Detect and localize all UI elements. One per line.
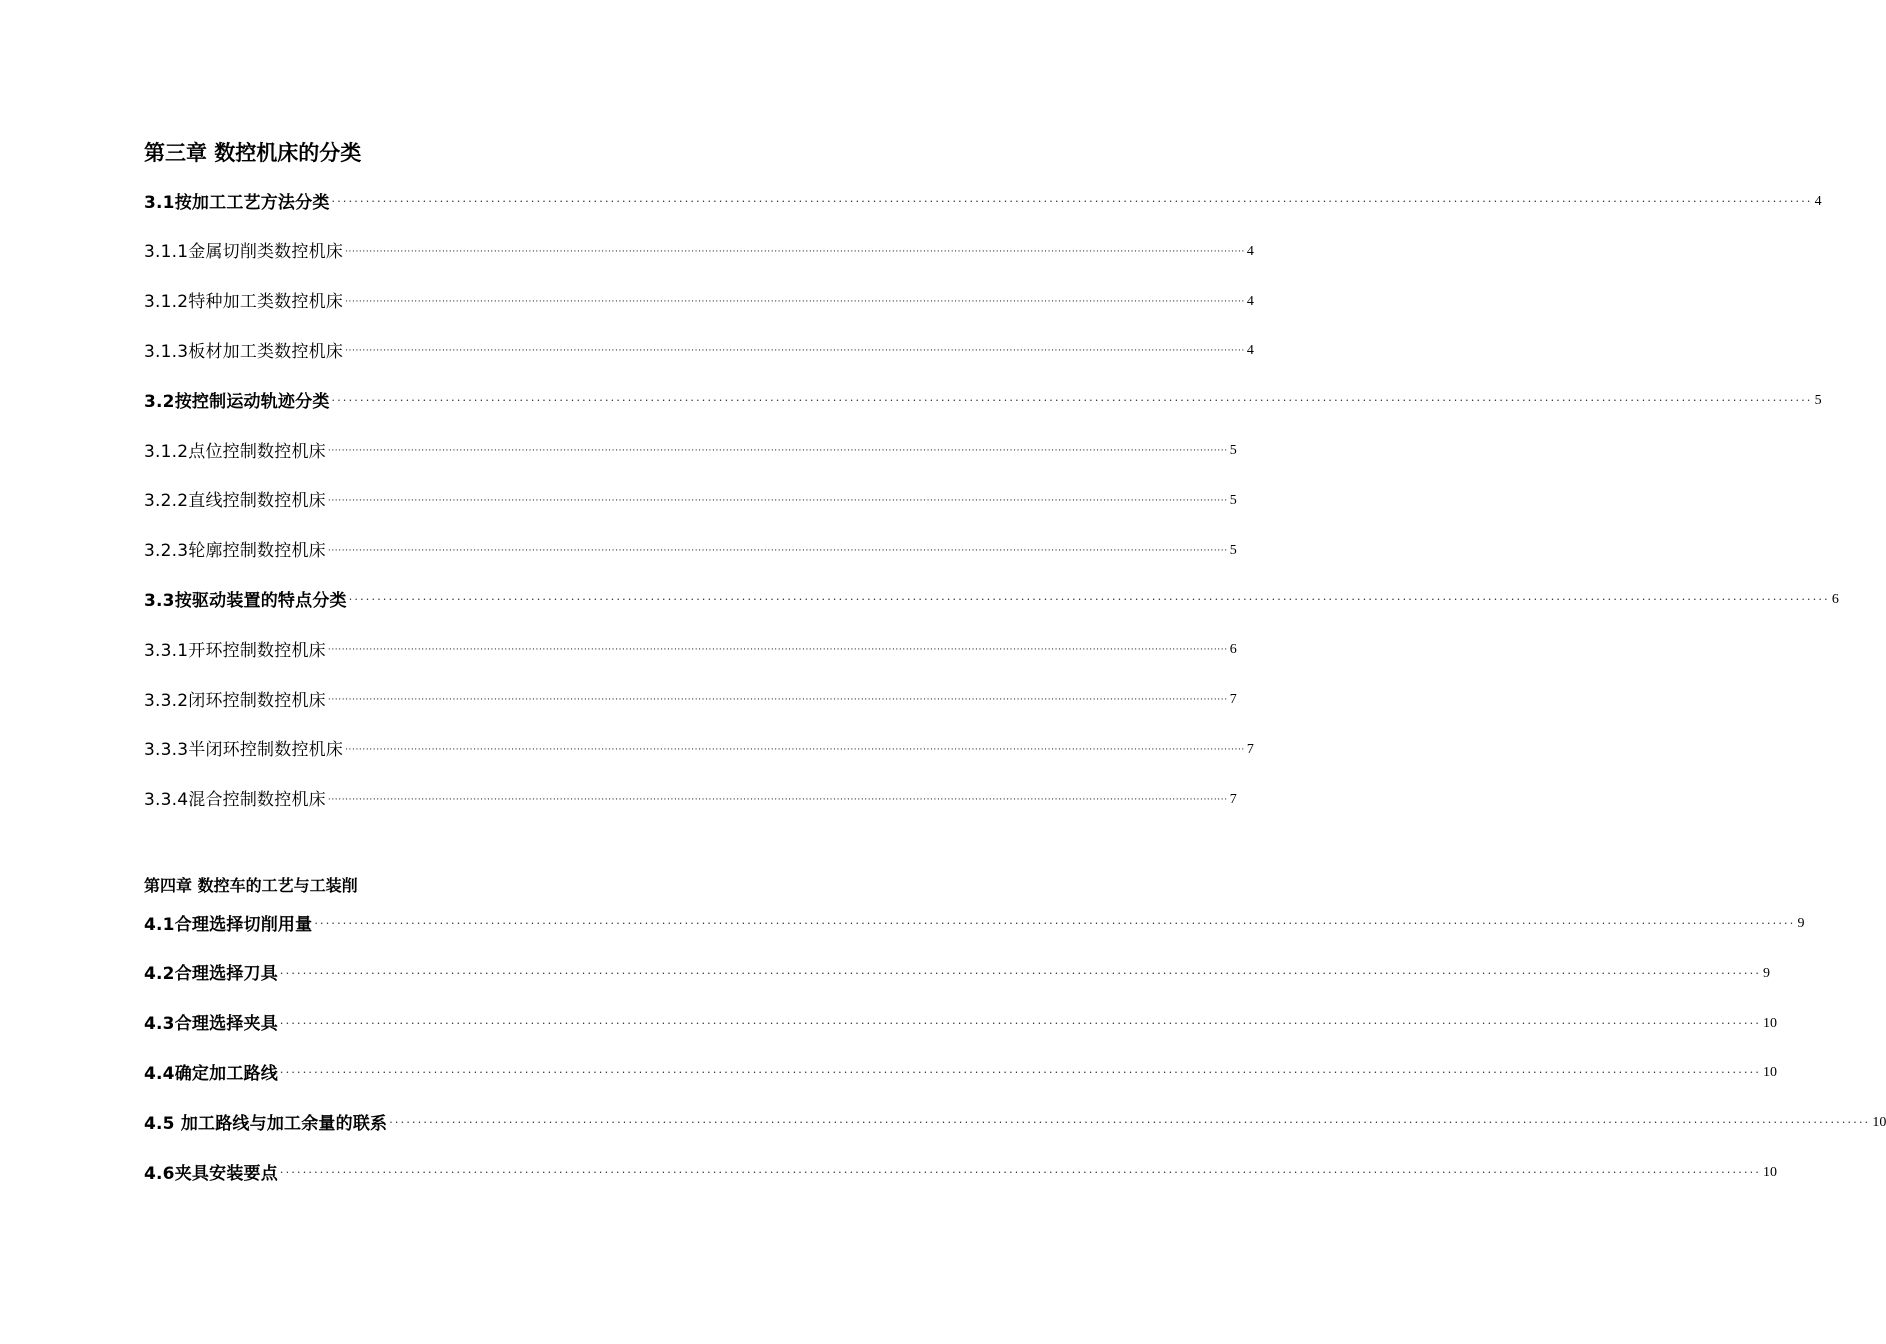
toc-entry-label: 3.3.4混合控制数控机床: [144, 790, 326, 811]
toc-entry[interactable]: [144, 735, 1254, 761]
toc-entry[interactable]: [144, 785, 1237, 811]
chapter-4-heading: 第四章 数控车的工艺与工装削: [144, 876, 358, 895]
toc-page-number: 6: [1831, 592, 1839, 608]
toc-entry-label: 4.2合理选择刀具: [144, 964, 278, 985]
toc-dot-leader: ····································································································································································································································································: [279, 1166, 1762, 1179]
toc-dot-leader: ····································································································································································································································································: [345, 744, 1245, 755]
toc-dot-leader: ····································································································································································································································································: [327, 794, 1228, 805]
toc-dot-leader: ····································································································································································································································································: [314, 917, 1796, 930]
toc-entry[interactable]: [144, 1158, 1778, 1184]
toc-page-number: 10: [1872, 1115, 1886, 1131]
toc-page-number: 4: [1814, 194, 1822, 209]
toc-entry[interactable]: [144, 1058, 1778, 1084]
toc-entry[interactable]: [144, 336, 1254, 362]
toc-dot-leader: ····································································································································································································································································: [331, 394, 1813, 408]
toc-page-number: 4: [1246, 243, 1254, 259]
toc-dot-leader: ····································································································································································································································································: [327, 645, 1228, 656]
toc-entry[interactable]: [144, 685, 1237, 711]
toc-dot-leader: ····································································································································································································································································: [327, 545, 1228, 556]
toc-entry[interactable]: [144, 436, 1237, 462]
toc-dot-leader: ····································································································································································································································································: [327, 495, 1228, 506]
toc-entry-label: 3.3.3半闭环控制数控机床: [144, 740, 344, 761]
toc-entry[interactable]: [144, 486, 1237, 512]
toc-entry[interactable]: [144, 585, 1839, 611]
toc-page-number: 4: [1246, 293, 1254, 309]
toc-page-number: 5: [1229, 492, 1237, 508]
toc-dot-leader: ····································································································································································································································································: [327, 695, 1228, 705]
toc-entry[interactable]: [144, 909, 1805, 935]
toc-dot-leader: ····································································································································································································································································: [331, 195, 1813, 208]
toc-entry-label: 3.2按控制运动轨迹分类: [144, 391, 330, 412]
toc-page-number: 9: [1763, 965, 1771, 981]
toc-dot-leader: ····································································································································································································································································: [327, 446, 1228, 456]
toc-entry-label: 4.3合理选择夹具: [144, 1014, 278, 1035]
toc-entry-label: 4.6夹具安装要点: [144, 1163, 278, 1184]
toc-entry[interactable]: [144, 287, 1254, 313]
toc-entry-label: 3.1按加工工艺方法分类: [144, 192, 330, 213]
toc-dot-leader: ····································································································································································································································································: [279, 1066, 1762, 1080]
toc-entry[interactable]: [144, 1009, 1778, 1035]
toc-entry[interactable]: [144, 187, 1822, 213]
toc-page-number: 5: [1229, 443, 1237, 458]
toc-entry[interactable]: [144, 959, 1771, 985]
toc-page-number: 7: [1246, 741, 1254, 757]
toc-page-number: 10: [1763, 1165, 1778, 1180]
toc-entry[interactable]: [144, 237, 1254, 263]
toc-entry-label: 3.1.2特种加工类数控机床: [144, 292, 344, 313]
toc-page-number: 10: [1763, 1015, 1778, 1031]
toc-entry-label: 3.3.1开环控制数控机床: [144, 640, 326, 661]
toc-entry-label: 3.2.3轮廓控制数控机床: [144, 541, 326, 562]
toc-entry[interactable]: [144, 1108, 1886, 1134]
toc-entry-label: 3.2.2直线控制数控机床: [144, 491, 326, 512]
toc-page-number: 7: [1229, 692, 1237, 707]
toc-entry-label: 3.3.2闭环控制数控机床: [144, 690, 326, 711]
toc-page-number: 6: [1229, 642, 1237, 658]
toc-dot-leader: ····································································································································································································································································: [345, 296, 1245, 307]
toc-entry-label: 3.1.3板材加工类数控机床: [144, 341, 344, 362]
toc-dot-leader: ····································································································································································································································································: [348, 593, 1830, 607]
toc-entry-label: 4.1合理选择切削用量: [144, 914, 313, 935]
toc-entry-label: 4.4确定加工路线: [144, 1063, 278, 1084]
toc-page-number: 9: [1797, 916, 1805, 931]
toc-entry-label: 3.3按驱动装置的特点分类: [144, 590, 347, 611]
toc-entry[interactable]: [144, 635, 1237, 661]
toc-dot-leader: ····································································································································································································································································: [345, 246, 1245, 257]
toc-dot-leader: ····································································································································································································································································: [389, 1116, 1871, 1130]
toc-entry[interactable]: [144, 386, 1822, 412]
toc-page-number: 5: [1229, 542, 1237, 558]
toc-entry-label: 4.5 加工路线与加工余量的联系: [144, 1113, 388, 1134]
toc-page-number: 4: [1246, 343, 1254, 359]
toc-page-number: 5: [1814, 393, 1822, 409]
toc-page-number: 10: [1763, 1065, 1778, 1081]
toc-entry[interactable]: [144, 536, 1237, 562]
toc-dot-leader: ····································································································································································································································································: [279, 1016, 1762, 1030]
toc-dot-leader: ····································································································································································································································································: [279, 966, 1762, 980]
toc-entry-label: 3.1.2点位控制数控机床: [144, 441, 326, 462]
chapter-3-heading: 第三章 数控机床的分类: [144, 141, 362, 165]
toc-entry-label: 3.1.1金属切削类数控机床: [144, 242, 344, 263]
toc-page-number: 7: [1229, 791, 1237, 807]
toc-dot-leader: ····································································································································································································································································: [345, 346, 1245, 357]
